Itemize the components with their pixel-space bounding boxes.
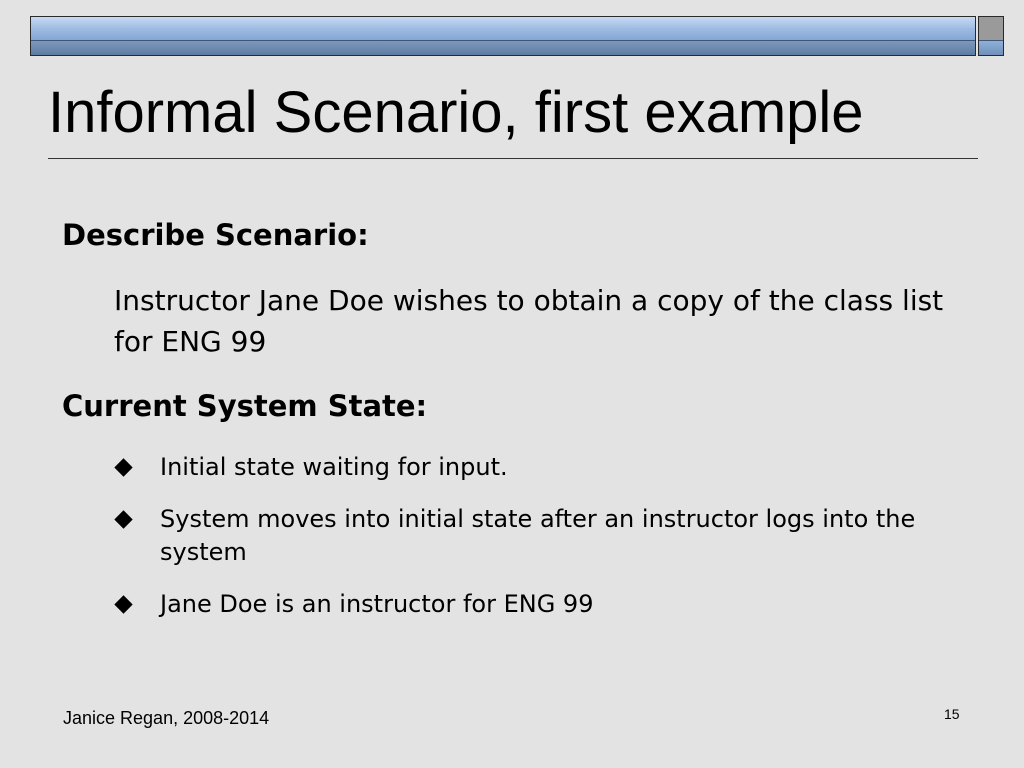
- bullet-item: [114, 588, 974, 621]
- slide-title: Informal Scenario, first example: [48, 80, 864, 145]
- bullet-text: Initial state waiting for input.: [160, 453, 508, 481]
- title-divider: [48, 158, 978, 159]
- header-corner-block: [978, 16, 1004, 56]
- header-bar-dark-band: [31, 40, 975, 55]
- header-corner-band: [979, 40, 1003, 55]
- bullet-text: Jane Doe is an instructor for ENG 99: [160, 590, 594, 618]
- diamond-bullet-icon: [114, 595, 132, 613]
- diamond-bullet-icon: [114, 510, 132, 528]
- page-number: 15: [944, 706, 960, 722]
- bullet-item: [114, 451, 974, 484]
- current-system-state-heading: Current System State:: [62, 389, 428, 423]
- scenario-description: Instructor Jane Doe wishes to obtain a copy of the class list for ENG 99: [114, 284, 944, 358]
- describe-scenario-heading: Describe Scenario:: [62, 218, 369, 252]
- diamond-bullet-icon: [114, 458, 132, 476]
- header-decoration-bar: [30, 16, 976, 56]
- bullet-text: System moves into initial state after an instructor logs into the system: [160, 505, 916, 566]
- bullet-item: [114, 503, 974, 569]
- header-bar-light-band: [31, 17, 975, 42]
- footer-author: Janice Regan, 2008-2014: [63, 708, 270, 728]
